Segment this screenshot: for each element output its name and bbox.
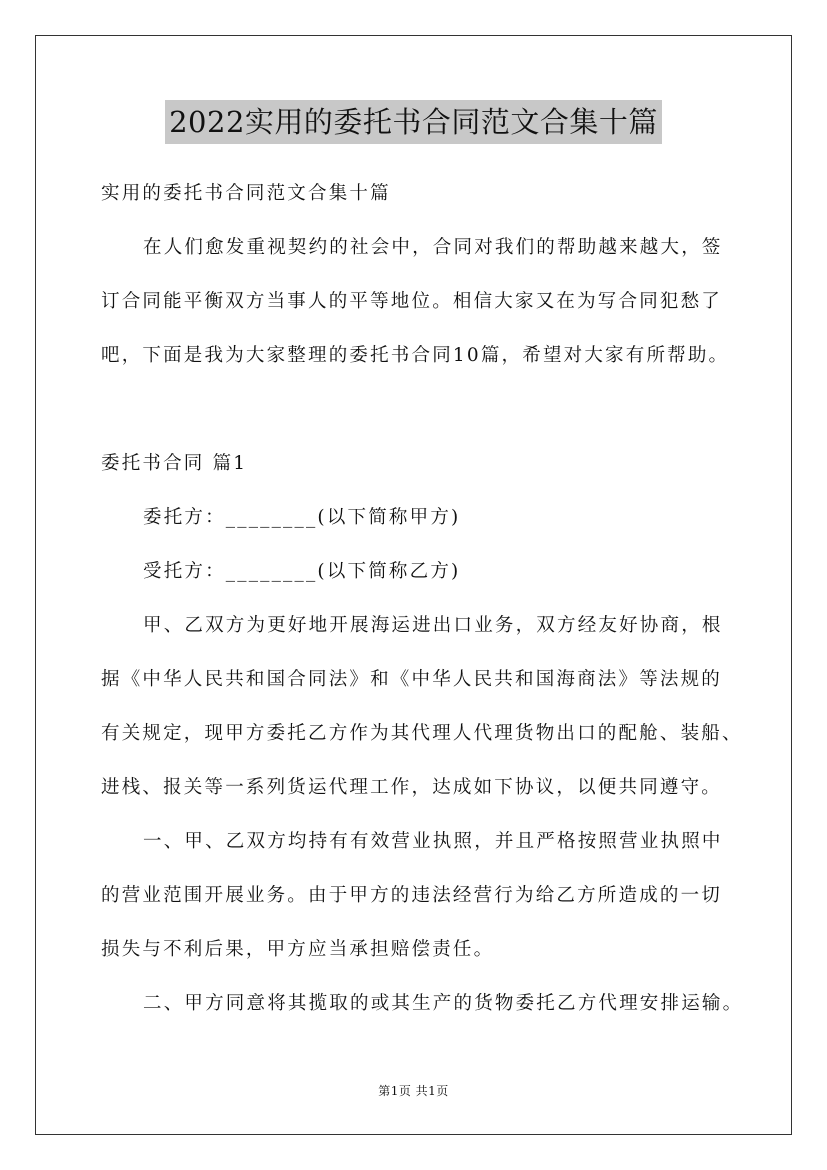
para1-line-3: 有关规定，现甲方委托乙方作为其代理人代理货物出口的配舱、装船、: [101, 723, 743, 744]
party-a-line: 委托方：________(以下简称甲方): [143, 507, 461, 528]
title-container: [0, 100, 827, 144]
party-b-line: 受托方：________(以下简称乙方): [143, 561, 461, 582]
intro-line-2: 订合同能平衡双方当事人的平等地位。相信大家又在为写合同犯愁了: [101, 291, 723, 312]
para1-line-2: 据《中华人民共和国合同法》和《中华人民共和国海商法》等法规的: [101, 669, 723, 690]
para2-line-2: 的营业范围开展业务。由于甲方的违法经营行为给乙方所造成的一切: [101, 885, 723, 906]
section-heading: 委托书合同 篇1: [101, 453, 248, 474]
page-footer: 第1页 共1页: [378, 1084, 449, 1098]
para1-line-4: 进栈、报关等一系列货运代理工作，达成如下协议，以便共同遵守。: [101, 777, 723, 798]
para3-line-1: 二、甲方同意将其揽取的或其生产的货物委托乙方代理安排运输。: [143, 993, 744, 1014]
intro-line-3: 吧，下面是我为大家整理的委托书合同10篇，希望对大家有所帮助。: [101, 345, 730, 366]
para2-line-3: 损失与不利后果，甲方应当承担赔偿责任。: [101, 939, 495, 960]
intro-line-1: 在人们愈发重视契约的社会中，合同对我们的帮助越来越大，签: [143, 237, 723, 258]
document-subtitle: 实用的委托书合同范文合集十篇: [101, 183, 391, 204]
document-title: 2022实用的委托书合同范文合集十篇: [165, 100, 662, 144]
para2-line-1: 一、甲、乙双方均持有有效营业执照，并且严格按照营业执照中: [143, 831, 723, 852]
para1-line-1: 甲、乙双方为更好地开展海运进出口业务，双方经友好协商，根: [143, 615, 723, 636]
